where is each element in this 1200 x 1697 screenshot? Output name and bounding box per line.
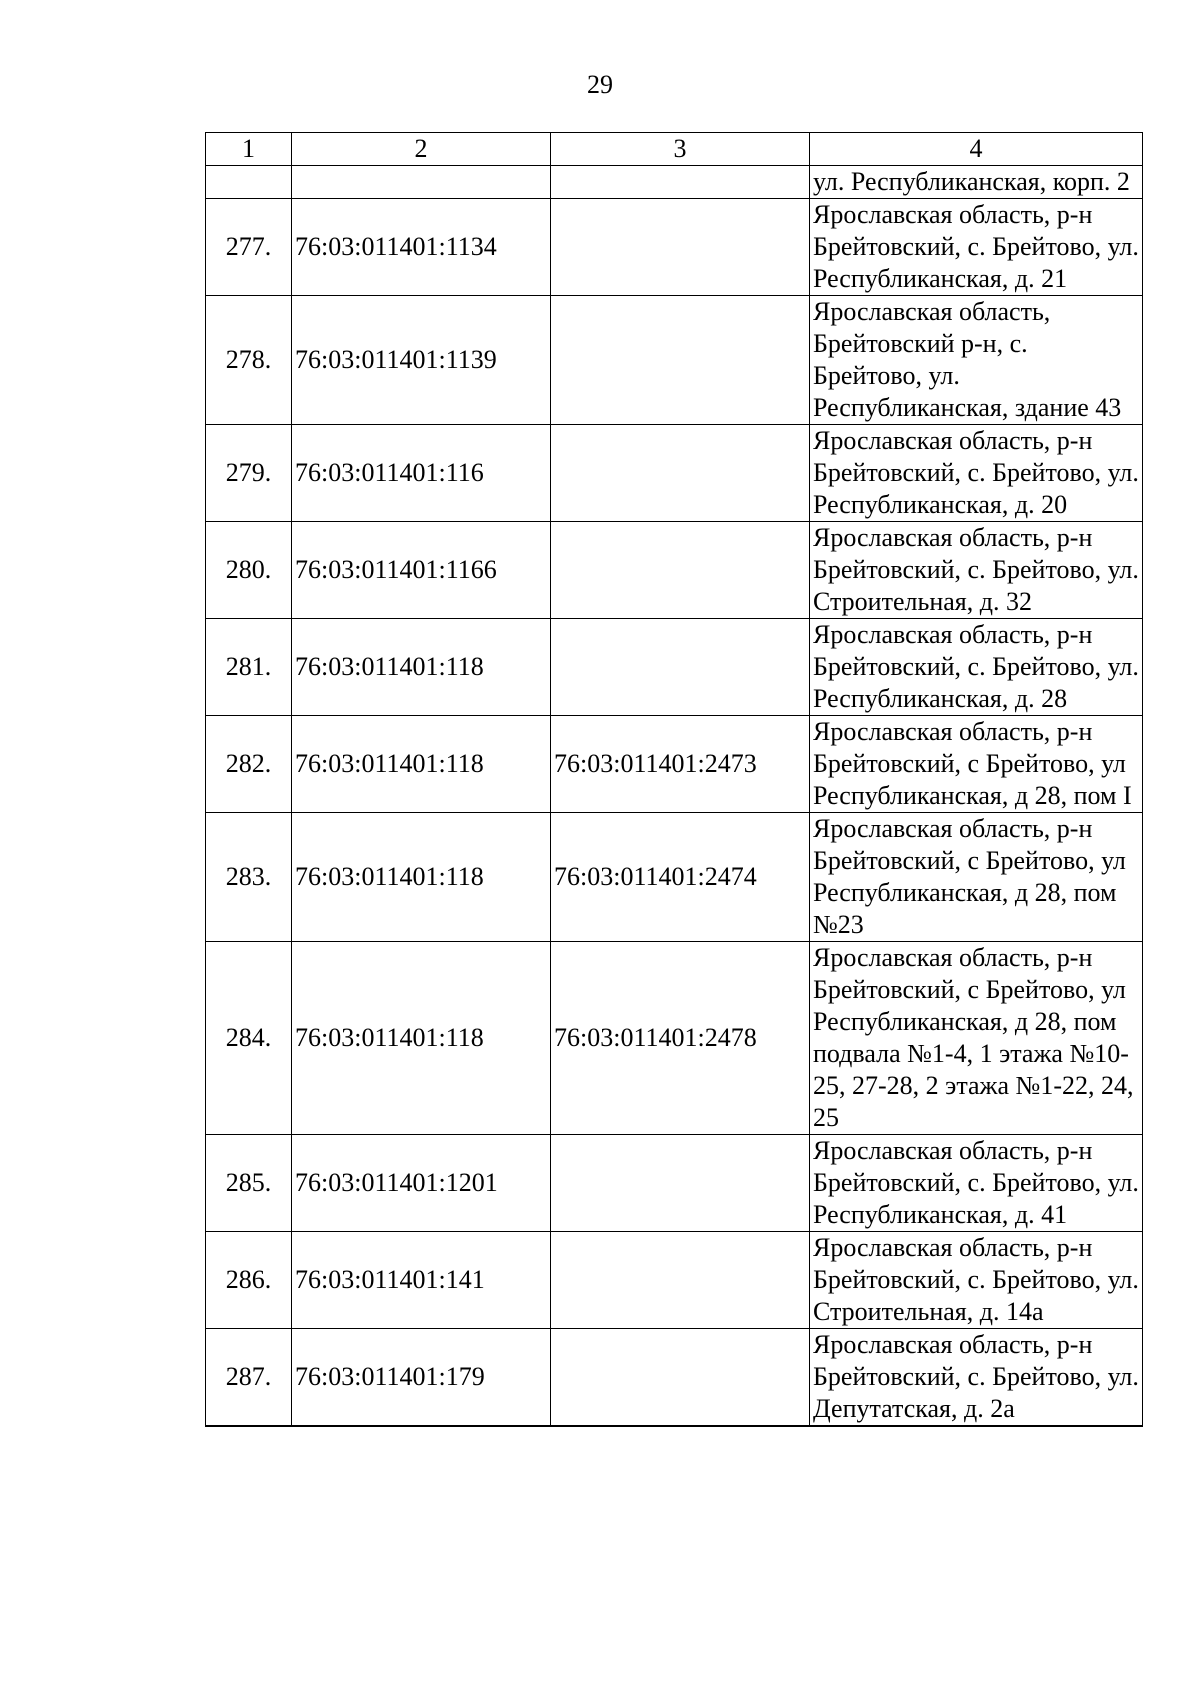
table-row	[206, 166, 1143, 199]
object-cadastral-number: 76:03:011401:2478	[551, 942, 810, 1135]
table-row	[206, 199, 1143, 296]
table-row	[206, 1329, 1143, 1426]
column-header-3: 3	[551, 133, 810, 166]
address: Ярославская область, р-н Брейтовский, с Брейтово, ул Республиканская, д 28, пом подвала №1-4, 1 этажа №10-25, 27-28, 2 этажа №1-22, 24, 25	[810, 942, 1143, 1135]
cadastral-number	[292, 1426, 551, 1427]
address: Ярославская область, р-н Брейтовский, с. Брейтово, ул. Республиканская, д. 21	[810, 199, 1143, 296]
object-cadastral-number	[551, 296, 810, 425]
page-number: 29	[587, 70, 613, 99]
table-row	[206, 296, 1143, 425]
table-row	[206, 425, 1143, 522]
address: Ярославская область, р-н Брейтовский, с. Брейтово, ул. Строительная, д. 32	[810, 522, 1143, 619]
cadastral-number: 76:03:011401:1166	[292, 522, 551, 619]
address: Ярославская область, р-н Брейтовский, с. Брейтово, ул. Строительная, д. 14а	[810, 1232, 1143, 1329]
object-cadastral-number	[551, 1135, 810, 1232]
address: Ярославская область, Брейтовский р-н, с. Брейтово, ул. Республиканская, здание 43	[810, 296, 1143, 425]
table-row	[206, 813, 1143, 942]
address: ул. Республиканская, корп. 2	[810, 166, 1143, 199]
row-number: 283.	[206, 813, 292, 942]
column-header-4: 4	[810, 133, 1143, 166]
cadastral-number: 76:03:011401:179	[292, 1329, 551, 1426]
address: Ярославская область, р-н Брейтовский, с. Брейтово, ул. Республиканская, д. 28	[810, 619, 1143, 716]
address: Ярославская область, р-н Брейтовский, с. Брейтово, ул. Республиканская, д. 20	[810, 425, 1143, 522]
cadastral-number: 76:03:011401:118	[292, 813, 551, 942]
table-row	[206, 1426, 1143, 1427]
cadastral-number	[292, 166, 551, 199]
column-header-1: 1	[206, 133, 292, 166]
object-cadastral-number	[551, 619, 810, 716]
table-row	[206, 1232, 1143, 1329]
cadastral-number: 76:03:011401:1134	[292, 199, 551, 296]
object-cadastral-number	[551, 1426, 810, 1427]
object-cadastral-number	[551, 1329, 810, 1426]
object-cadastral-number: 76:03:011401:2474	[551, 813, 810, 942]
table-row	[206, 619, 1143, 716]
table-header-row	[206, 133, 1143, 166]
column-header-2: 2	[292, 133, 551, 166]
cadastral-number: 76:03:011401:118	[292, 716, 551, 813]
row-number: 285.	[206, 1135, 292, 1232]
cadastral-number: 76:03:011401:116	[292, 425, 551, 522]
registry-table	[205, 132, 1143, 1427]
row-number: 277.	[206, 199, 292, 296]
table-row	[206, 716, 1143, 813]
table-row	[206, 522, 1143, 619]
row-number	[206, 166, 292, 199]
object-cadastral-number	[551, 199, 810, 296]
row-number	[206, 1426, 292, 1427]
cadastral-number: 76:03:011401:118	[292, 619, 551, 716]
row-number: 286.	[206, 1232, 292, 1329]
address: Ярославская область, р-н Брейтовский, с. Брейтово, ул. Депутатская, д. 2а	[810, 1329, 1143, 1426]
row-number: 281.	[206, 619, 292, 716]
address	[810, 1426, 1143, 1427]
table-row	[206, 1135, 1143, 1232]
row-number: 279.	[206, 425, 292, 522]
address: Ярославская область, р-н Брейтовский, с. Брейтово, ул. Республиканская, д. 41	[810, 1135, 1143, 1232]
object-cadastral-number	[551, 425, 810, 522]
object-cadastral-number	[551, 522, 810, 619]
object-cadastral-number: 76:03:011401:2473	[551, 716, 810, 813]
row-number: 282.	[206, 716, 292, 813]
cadastral-number: 76:03:011401:118	[292, 942, 551, 1135]
cadastral-number: 76:03:011401:141	[292, 1232, 551, 1329]
table-row	[206, 942, 1143, 1135]
address: Ярославская область, р-н Брейтовский, с Брейтово, ул Республиканская, д 28, пом I	[810, 716, 1143, 813]
cadastral-number: 76:03:011401:1139	[292, 296, 551, 425]
object-cadastral-number	[551, 1232, 810, 1329]
row-number: 287.	[206, 1329, 292, 1426]
address: Ярославская область, р-н Брейтовский, с Брейтово, ул Республиканская, д 28, пом №23	[810, 813, 1143, 942]
row-number: 278.	[206, 296, 292, 425]
row-number: 284.	[206, 942, 292, 1135]
cadastral-number: 76:03:011401:1201	[292, 1135, 551, 1232]
row-number: 280.	[206, 522, 292, 619]
object-cadastral-number	[551, 166, 810, 199]
